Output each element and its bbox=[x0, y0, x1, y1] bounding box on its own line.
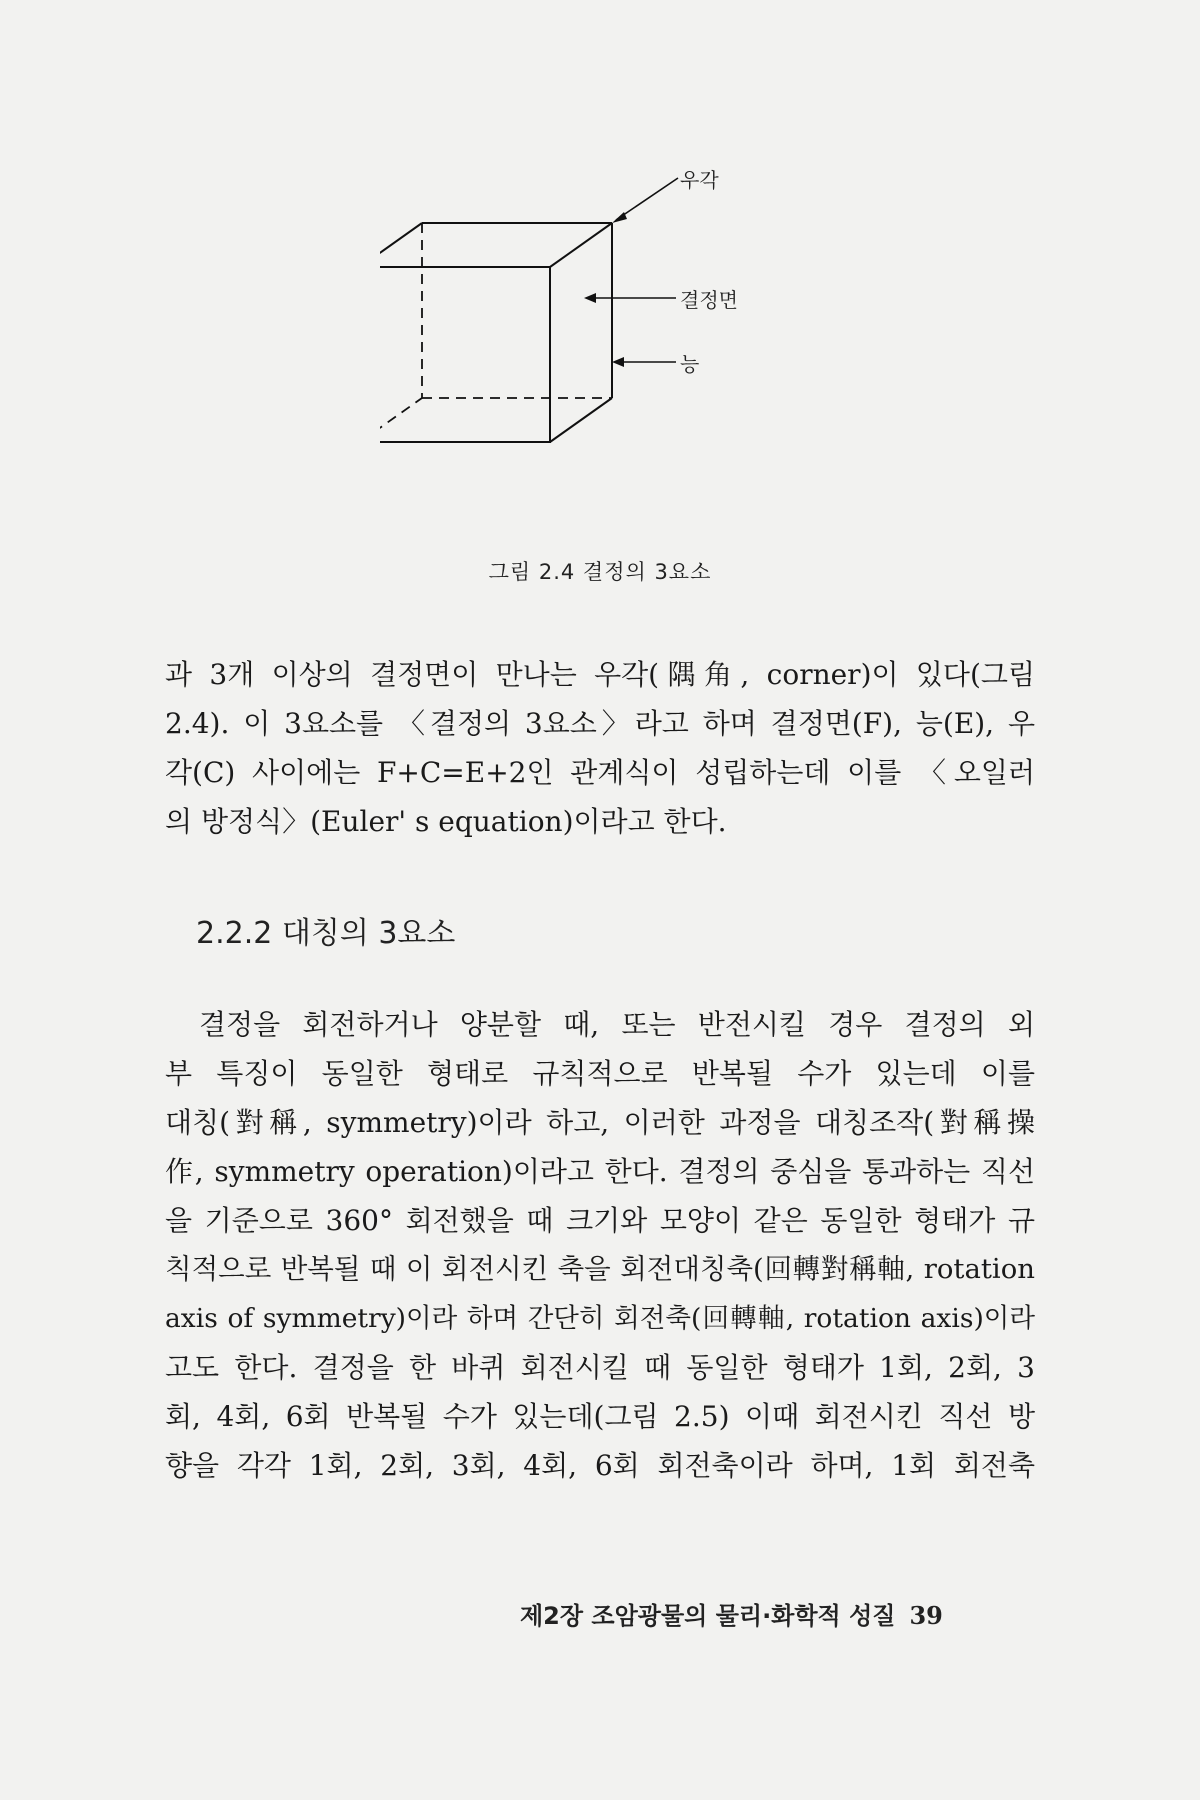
text-line: 각(C) 사이에는 F+C=E+2인 관계식이 성립하는데 이를 〈오일러 bbox=[165, 756, 1035, 789]
text-line: 부 특징이 동일한 형태로 규칙적으로 반복될 수가 있는데 이를 bbox=[165, 1057, 1035, 1090]
text-line: 의 방정식〉(Euler' s equation)이라고 한다. bbox=[165, 805, 727, 838]
section-heading: 2.2.2 대칭의 3요소 bbox=[196, 916, 456, 951]
text-line: 대칭(對稱, symmetry)이라 하고, 이러한 과정을 대칭조작(對稱操 bbox=[165, 1106, 1035, 1139]
text-line: 을 기준으로 360° 회전했을 때 크기와 모양이 같은 동일한 형태가 규 bbox=[165, 1204, 1035, 1237]
figure-caption: 그림 2.4 결정의 3요소 bbox=[488, 560, 712, 584]
text-line: 고도 한다. 결정을 한 바퀴 회전시킬 때 동일한 형태가 1회, 2회, 3 bbox=[165, 1351, 1035, 1384]
text-line: 作, symmetry operation)이라고 한다. 결정의 중심을 통과하는 직선 bbox=[165, 1155, 1035, 1188]
page-footer bbox=[520, 1596, 943, 1631]
text-line: 2.4). 이 3요소를 〈결정의 3요소〉라고 하며 결정면(F), 능(E), 우 bbox=[165, 707, 1035, 740]
text-line: 과 3개 이상의 결정면이 만나는 우각(隅角, corner)이 있다(그림 bbox=[165, 658, 1035, 691]
cube-diagram bbox=[380, 160, 840, 540]
crystal-face-label: 결정면 bbox=[680, 288, 738, 312]
text-line: 칙적으로 반복될 때 이 회전시킨 축을 회전대칭축(回轉對稱軸, rotation bbox=[165, 1253, 1035, 1285]
corner-label: 우각 bbox=[680, 168, 719, 192]
text-line: 결정을 회전하거나 양분할 때, 또는 반전시킬 경우 결정의 외 bbox=[199, 1008, 1035, 1041]
text-line: 회, 4회, 6회 반복될 수가 있는데(그림 2.5) 이때 회전시킨 직선 방 bbox=[165, 1400, 1035, 1433]
paragraph-symmetry bbox=[165, 1000, 1035, 1490]
cube-figure bbox=[380, 160, 840, 540]
edge-label: 능 bbox=[680, 352, 700, 376]
paragraph-crystal-elements bbox=[165, 650, 1035, 846]
page-number: 39 bbox=[909, 1601, 943, 1630]
chapter-title: 제2장 조암광물의 물리·화학적 성질 bbox=[520, 1602, 896, 1630]
text-line: axis of symmetry)이라 하며 간단히 회전축(回轉軸, rotation axis)이라 bbox=[165, 1303, 1035, 1334]
text-line: 향을 각각 1회, 2회, 3회, 4회, 6회 회전축이라 하며, 1회 회전축 bbox=[165, 1449, 1035, 1482]
